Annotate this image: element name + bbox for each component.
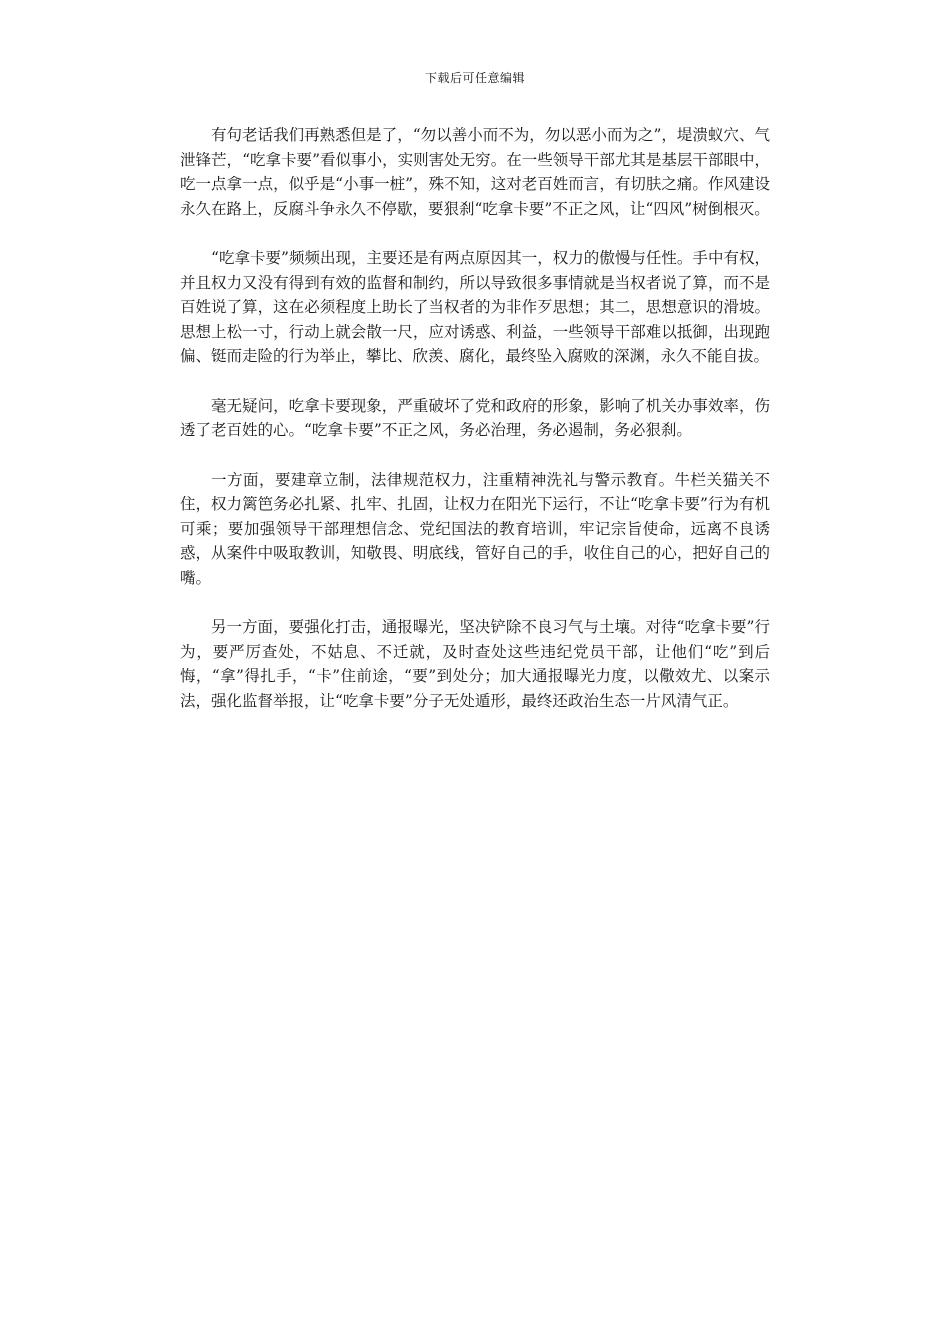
article-body	[180, 123, 770, 738]
page-header: 下载后可任意编辑	[424, 71, 525, 85]
paragraph-2: “吃拿卡要”频频出现，主要还是有两点原因其一，权力的傲慢与任性。手中有权，并且权力又没有得到有效的监督和制约，所以导致很多事情就是当权者说了算，而不是百姓说了算，这在必须程度上助长了当权者的为非作歹思想；其二，思想意识的滑坡。思想上松一寸，行动上就会散一尺，应对诱惑、利益，一些领导干部难以抵御，出现跑偏、铤而走险的行为举止，攀比、欣羡、腐化，最终坠入腐败的深渊，永久不能自拔。	[180, 249, 770, 365]
paragraph-1: 有句老话我们再熟悉但是了，“勿以善小而不为，勿以恶小而为之”，堤溃蚁穴、气泄锋芒，“吃拿卡要”看似事小，实则害处无穷。在一些领导干部尤其是基层干部眼中，吃一点拿一点，似乎是“小事一桩”，殊不知，这对老百姓而言，有切肤之痛。作风建设永久在路上，反腐斗争永久不停歇，要狠刹“吃拿卡要”不正之风，让“四风”树倒根灭。	[180, 126, 770, 218]
paragraph-4: 一方面，要建章立制，法律规范权力，注重精神洗礼与警示教育。牛栏关猫关不住，权力篱笆务必扎紧、扎牢、扎固，让权力在阳光下运行，不让“吃拿卡要”行为有机可乘；要加强领导干部理想信念、党纪国法的教育培训，牢记宗旨使命，远离不良诱惑，从案件中吸取教训，知敬畏、明底线，管好自己的手，收住自己的心，把好自己的嘴。	[180, 470, 770, 587]
paragraph-3: 毫无疑问，吃拿卡要现象，严重破坏了党和政府的形象，影响了机关办事效率，伤透了老百姓的心。“吃拿卡要”不正之风，务必治理，务必遏制，务必狠刹。	[180, 396, 770, 439]
paragraph-5: 另一方面，要强化打击，通报曝光，坚决铲除不良习气与土壤。对待“吃拿卡要”行为，要严厉查处，不姑息、不迁就，及时查处这些违纪党员干部，让他们“吃”到后悔，“拿”得扎手，“卡”住前途，“要”到处分；加大通报曝光力度，以儆效尤、以案示法，强化监督举报，让“吃拿卡要”分子无处遁形，最终还政治生态一片风清气正。	[180, 618, 770, 710]
